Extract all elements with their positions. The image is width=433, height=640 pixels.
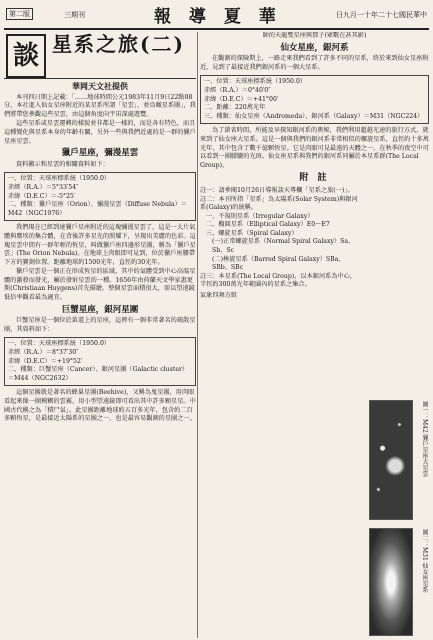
paragraph: 這個星團就是著名的蜂巢星團(Beehive)，又稱為鬼星團，用肉眼看起來像一團模糊的雲霧，用小型望遠鏡即可看出其中許多顆星星。中國古代稱之為「積尸氣」。此星團距離地球約五百多光年，包含約二百多顆恆星，是最接近太陽系的星團之一，也是最容易觀測的星團之一。: [4, 389, 196, 423]
note: 註二：本刊所指「星系」為太陽系(Solar System)與銀河系(Galaxy)的統稱。: [200, 195, 358, 212]
footer-credit: 氣象四舞方組: [200, 292, 238, 300]
paragraph: 我們現在已經到達獵戶星座附近的這塊彌漫星雲了，這是一大片氣體與塵埃的集合體，在背後許多星光的照耀下，呈現出美麗的色彩。這塊星雲中間有一群年輕的恆星，叫做獵戶座四邊形星團，稱為「獵戶星雲」(The Orion Nebula)。在地球上肉眼即可見到，位於獵戶座腰帶下方的寶劍位置。距離地球約1500光年，直徑約30光年。: [4, 224, 196, 266]
class-item: (二)棒旋星系（Barred Spiral Galaxy）SBa、SBb、SBc: [212, 255, 345, 272]
appendix-heading: 附 註: [299, 173, 330, 184]
class-item: 一、不規則星系（Irregular Galaxy）: [206, 212, 314, 220]
data-row: 赤緯（D.E.C）＝+19°52′: [8, 357, 83, 365]
data-row: 赤緯（D.E.C）＝-5°25′: [8, 192, 76, 200]
issue-label: 三期刊: [64, 11, 85, 19]
masthead: 報 導 夏 華: [154, 7, 282, 27]
data-row: 二、種類：巨蟹星座（Cancer）、銀河星團（Galactic cluster）＝M44（NGC2632）: [8, 366, 189, 382]
column-divider: [197, 32, 198, 638]
data-row: 一、位置：天球座標系統（1950.0）: [8, 175, 111, 183]
article-title: 星系之旅(二): [52, 32, 185, 56]
byline: 華岡天文社提供: [72, 81, 128, 91]
paragraph: 為了節省時間，所能及早探知銀河系的奧秘，我們利用超越光速的旅行方式，就來到了仙女座大星系。這是一個與我們的銀河系非常相似的螺旋星系，直徑約十多萬光年，其中包含了數千億顆恆星。它是肉眼可見最遠的天體之一，在秋季的夜空中可以看到一團朦朧的光斑。仙女座星系與我們的銀河系同屬於本星系群(The Local Group)。: [200, 127, 429, 169]
figure-m42: [369, 400, 428, 520]
data-row: 赤經（R.A.）＝5°33′54″: [8, 183, 79, 191]
title-glyph: 談: [6, 34, 46, 78]
notes-block: [200, 187, 360, 301]
paragraph: 資料顯示和星雲的相關資料如下：: [16, 160, 109, 168]
paragraph: 在觀測的探險期上，一路走來我們看到了許多不同的星系，終於來到仙女星座附近，見到了最接近我們銀河系的一個大星系。: [200, 55, 429, 71]
section-heading-andromeda: 仙女星座，銀河系: [280, 42, 349, 53]
note: 註三：本星系(The Local Group)，以本銀河系為中心，半徑約300萬光年範圍內的星系之集合。: [200, 272, 357, 289]
data-row: 三、種類：仙女星座（Andromeda）、銀河系（Galaxy）＝M31（NGC224）: [204, 112, 424, 120]
paragraph: 這些星系或星雲運轉的樣貌並非都是一樣的，而是各有特色，而且這種變化與星系本身的年齡有關，另外一些與我們近處的是一群的獵戶星座星雲。: [4, 120, 196, 145]
data-row: 赤經（R.A.）＝0°40′0″: [204, 86, 271, 94]
page-number: 第二版: [6, 8, 33, 20]
class-item: 二、橢圓星系（Elliptical Galaxy）E0～E7: [206, 221, 330, 229]
class-item: (一)正常螺旋星系（Normal Spiral Galaxy）Sa、Sb、Sc: [212, 238, 355, 255]
nebula-photo: [370, 401, 412, 519]
note: 註一：請參閱10月26日導報談天專欄「星系之旅(一)」。: [200, 186, 354, 194]
section-heading-cancer: 巨蟹星座，銀河星團: [61, 304, 139, 315]
andromeda-data-box: [200, 75, 429, 124]
issue-date: 日九月一十年二十七國民華中: [336, 11, 427, 19]
left-column: [4, 32, 196, 638]
galaxy-photo: [370, 529, 412, 635]
orion-data-box: [4, 172, 196, 221]
figure-caption: 圖二：M31 仙女座星系: [421, 529, 428, 593]
figure-caption: 圖一：M42 獵戶星座大星雲: [421, 401, 428, 477]
paragraph: 巨蟹星座是一個位於黃道上的星座，這裡有一個非常著名的疏散星團，其資料如下：: [4, 317, 196, 333]
class-item: 三、螺旋星系（Spiral Galaxy）: [206, 229, 298, 237]
data-row: 赤緯（D.E.C）＝+41°00′: [204, 95, 279, 103]
figure-m31: [369, 528, 428, 636]
intro-paragraph: 本刊四日期上記載：「……地球時間公元1983年11月9日22點08分，本社進入仙女星座附近的某星系所謂「星雲」，並鳥瞰星系團」，我們將帶您參觀這些星雲，由這個角度向宇宙深處遊覽。: [4, 93, 196, 118]
data-row: 一、位置：天球座標系統（1950.0）: [204, 78, 307, 86]
article-title-block: [4, 32, 196, 79]
page-header: [4, 2, 429, 30]
data-row: 二、種類：獵戶星座（Orion）、彌漫星雲（Diffuse Nebula）＝M42（NGC1976）: [8, 201, 187, 217]
paragraph: 獵戶星雲是一個正在形成恆星的區域，其中的氣體受到中心高溫星體的激發而發光，屬於發射星雲的一種。1656年由荷蘭天文學家惠更斯(Christiaan Huygens)首先描繪。整個星雲面積很大，需以望遠鏡低倍率觀看最為適宜。: [4, 268, 196, 302]
data-row: 二、距離：220萬光年: [204, 104, 266, 112]
data-row: 一、位置：天球座標系統（1950.0）: [8, 340, 111, 348]
data-row: 赤經（R.A.）＝8°37′30″: [8, 349, 79, 357]
cancer-data-box: [4, 337, 196, 386]
section-heading-orion: 獵戶星座，彌漫星雲: [61, 148, 139, 159]
right-top-line: 帥的天龍雙星座與那子(眾數在甚其影): [262, 32, 367, 39]
